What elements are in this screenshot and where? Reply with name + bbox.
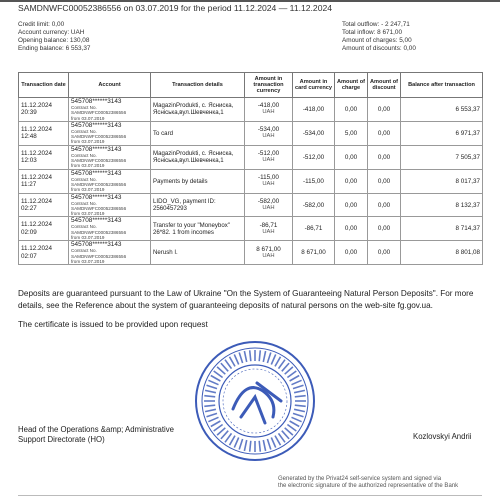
contract-number: Contract No. SAMDNWFC00052386556	[71, 176, 127, 187]
cell-discount: 0,00	[368, 217, 401, 241]
account-summary-left	[18, 21, 91, 53]
cell-balance: 6 553,37	[401, 98, 483, 122]
cell-amount	[245, 169, 293, 193]
cell-account	[69, 217, 151, 241]
cell-charge: 5,00	[335, 121, 368, 145]
table-row	[19, 241, 483, 265]
contract-number: Contract No. SAMDNWFC00052386556	[71, 248, 127, 259]
account-currency: Account currency: UAH	[18, 29, 85, 36]
cell-account	[69, 193, 151, 217]
cell-time-value: 20:39	[21, 109, 37, 117]
cell-account	[69, 241, 151, 265]
top-border	[0, 0, 500, 2]
contract-number: Contract No. SAMDNWFC00052386556	[71, 105, 127, 116]
footer-line-2: the electronic signature of the authorized representative of the Bank	[278, 483, 459, 489]
cell-charge: 0,00	[335, 217, 368, 241]
cell-details: MagazinProdukti, с. Ясниска, Яснiська,вул.Шевченка,1	[151, 98, 245, 122]
amount-currency: UAH	[262, 205, 275, 211]
opening-balance: Opening balance: 130,08	[18, 37, 90, 44]
amount-currency: UAH	[262, 181, 275, 188]
cell-amount	[245, 98, 293, 122]
col-header-card-amount: Amount in card currency	[293, 73, 335, 98]
col-header-charge: Amount of charge	[335, 73, 368, 98]
cell-card-amount: -115,00	[293, 169, 335, 193]
cell-amount	[245, 145, 293, 169]
amount-currency: UAH	[262, 228, 275, 235]
signatory-position-line-2: Support Directorate (HO)	[18, 435, 105, 444]
cell-account	[69, 145, 151, 169]
card-number: 545708******3143	[71, 121, 122, 129]
contract-number: Contract No. SAMDNWFC00052386556	[71, 224, 127, 235]
cell-time-value: 12:03	[21, 157, 37, 165]
cell-details: LIDO_VG, payment ID: 2560457293	[151, 193, 245, 217]
amount-of-charges: Amount of charges: 5,00	[342, 37, 412, 44]
cell-card-amount: -512,00	[293, 145, 335, 169]
cell-time-value: 02:09	[21, 228, 37, 236]
cell-discount: 0,00	[368, 121, 401, 145]
transactions-body	[19, 98, 483, 265]
cell-date	[19, 217, 69, 241]
cell-date-value: 11.12.2024	[21, 149, 53, 157]
cell-date	[19, 98, 69, 122]
card-number: 545708******3143	[71, 145, 122, 153]
amount-value: -534,00	[257, 126, 280, 134]
contract-date: from 03.07.2019	[71, 258, 105, 264]
table-header-row	[19, 73, 483, 98]
cell-time-value: 02:27	[21, 205, 37, 212]
table-row	[19, 98, 483, 122]
cell-date-value: 11.12.2024	[21, 245, 53, 253]
cell-card-amount: -86,71	[293, 217, 335, 241]
total-inflow: Total inflow: 8 671,00	[342, 29, 403, 36]
cell-balance: 8 017,37	[401, 169, 483, 193]
col-header-account: Account	[69, 73, 151, 98]
amount-currency: UAH	[262, 133, 275, 140]
cell-details: Nerush I.	[151, 241, 245, 265]
cell-balance: 8 132,37	[401, 193, 483, 217]
cell-amount	[245, 241, 293, 265]
signatory-position-line-1: Head of the Operations &amp; Administrative	[18, 425, 175, 434]
cell-balance: 8 801,08	[401, 241, 483, 265]
amount-currency: UAH	[262, 252, 275, 259]
cell-discount: 0,00	[368, 193, 401, 217]
signatory-position	[18, 425, 174, 445]
col-header-balance: Balance after transaction	[401, 73, 483, 98]
cell-time-value: 11:27	[21, 181, 37, 189]
cell-account	[69, 98, 151, 122]
col-header-date: Transaction date	[19, 73, 69, 98]
credit-limit: Credit limit: 0,00	[18, 21, 65, 28]
table-row	[19, 145, 483, 169]
card-number: 545708******3143	[71, 241, 122, 249]
statement-title: SAMDNWFC00052386556 on 03.07.2019 for the period 11.12.2024 — 11.12.2024	[18, 3, 333, 13]
card-number: 545708******3143	[71, 217, 122, 225]
amount-value: -86,71	[259, 221, 278, 229]
amount-value: -582,00	[257, 198, 280, 205]
cell-date	[19, 145, 69, 169]
deposit-guarantee-notice: Deposits are guaranteed pursuant to the Law of Ukraine "On the System of Guaranteeing Natural Person Deposits". For more details, see the Reference about the system of guaranteeing deposits of natural persons on the web-site fg.gov.ua.	[18, 289, 474, 310]
cell-discount: 0,00	[368, 145, 401, 169]
cell-date-value: 11.12.2024	[21, 173, 53, 181]
amount-value: -512,00	[257, 150, 280, 158]
contract-number: Contract No. SAMDNWFC00052386556	[71, 128, 127, 140]
cell-discount: 0,00	[368, 241, 401, 265]
cell-time-value: 12:48	[21, 133, 37, 141]
account-summary-right	[342, 21, 416, 53]
footer-line-1: Generated by the Privat24 self-service system and signed via	[278, 476, 442, 482]
cell-date	[19, 193, 69, 217]
cell-amount	[245, 193, 293, 217]
cell-account	[69, 121, 151, 145]
contract-date: from 03.07.2019	[71, 211, 105, 217]
contract-date: from 03.07.2019	[71, 115, 105, 121]
ending-balance: Ending balance: 6 553,37	[18, 45, 91, 52]
cell-amount	[245, 121, 293, 145]
cell-charge: 0,00	[335, 98, 368, 122]
generated-by-footer	[278, 476, 458, 490]
cell-card-amount: 8 671,00	[293, 241, 335, 265]
cell-discount: 0,00	[368, 169, 401, 193]
contract-date: from 03.07.2019	[71, 163, 105, 169]
col-header-amount: Amount in transaction currency	[245, 73, 293, 98]
cell-date	[19, 169, 69, 193]
bank-seal-stamp	[193, 339, 317, 463]
total-outflow: Total outflow: - 2 247,71	[342, 21, 410, 28]
contract-date: from 03.07.2019	[71, 187, 105, 193]
cell-details: To card	[151, 121, 245, 145]
cell-date-value: 11.12.2024	[21, 125, 53, 133]
table-row	[19, 121, 483, 145]
cell-balance: 6 971,37	[401, 121, 483, 145]
cell-date-value: 11.12.2024	[21, 101, 53, 109]
cell-date-value: 11.12.2024	[21, 221, 53, 229]
cell-discount: 0,00	[368, 98, 401, 122]
cell-date	[19, 121, 69, 145]
cell-details: Payments by details	[151, 169, 245, 193]
cell-balance: 7 505,37	[401, 145, 483, 169]
cell-charge: 0,00	[335, 193, 368, 217]
col-header-details: Transaction details	[151, 73, 245, 98]
bottom-border	[18, 495, 482, 496]
contract-date: from 03.07.2019	[71, 139, 105, 145]
contract-number: Contract No. SAMDNWFC00052386556	[71, 152, 127, 164]
card-number: 545708******3143	[71, 98, 122, 105]
cell-card-amount: -418,00	[293, 98, 335, 122]
cell-time-value: 02:07	[21, 252, 37, 260]
contract-number: Contract No. SAMDNWFC00052386556	[71, 200, 127, 211]
certificate-note: The certificate is issued to be provided upon request	[18, 320, 208, 329]
cell-charge: 0,00	[335, 145, 368, 169]
col-header-discount: Amount of discount	[368, 73, 401, 98]
cell-details: MagazinProdukti, с. Ясниска, Яснiська,вул.Шевченка,1	[151, 145, 245, 169]
amount-value: -418,00	[257, 102, 280, 110]
cell-date-value: 11.12.2024	[21, 197, 53, 205]
amount-currency: UAH	[262, 157, 275, 164]
cell-account	[69, 169, 151, 193]
cell-card-amount: -582,00	[293, 193, 335, 217]
amount-value: -115,00	[258, 174, 279, 182]
cell-charge: 0,00	[335, 169, 368, 193]
table-row	[19, 217, 483, 241]
signatory-name: Kozlovskyi Andrii	[413, 432, 472, 441]
card-number: 545708******3143	[71, 169, 122, 177]
cell-date	[19, 241, 69, 265]
amount-of-discounts: Amount of discounts: 0,00	[342, 45, 416, 52]
cell-charge: 0,00	[335, 241, 368, 265]
card-number: 545708******3143	[71, 193, 122, 201]
table-row	[19, 193, 483, 217]
amount-currency: UAH	[262, 109, 275, 116]
transactions-table	[18, 72, 483, 265]
cell-card-amount: -534,00	[293, 121, 335, 145]
contract-date: from 03.07.2019	[71, 235, 105, 241]
cell-details: Transfer to your "Moneybox" 26*82. 1 from incomes	[151, 217, 245, 241]
cell-balance: 8 714,37	[401, 217, 483, 241]
amount-value: 8 671,00	[256, 245, 281, 253]
table-row	[19, 169, 483, 193]
cell-amount	[245, 217, 293, 241]
